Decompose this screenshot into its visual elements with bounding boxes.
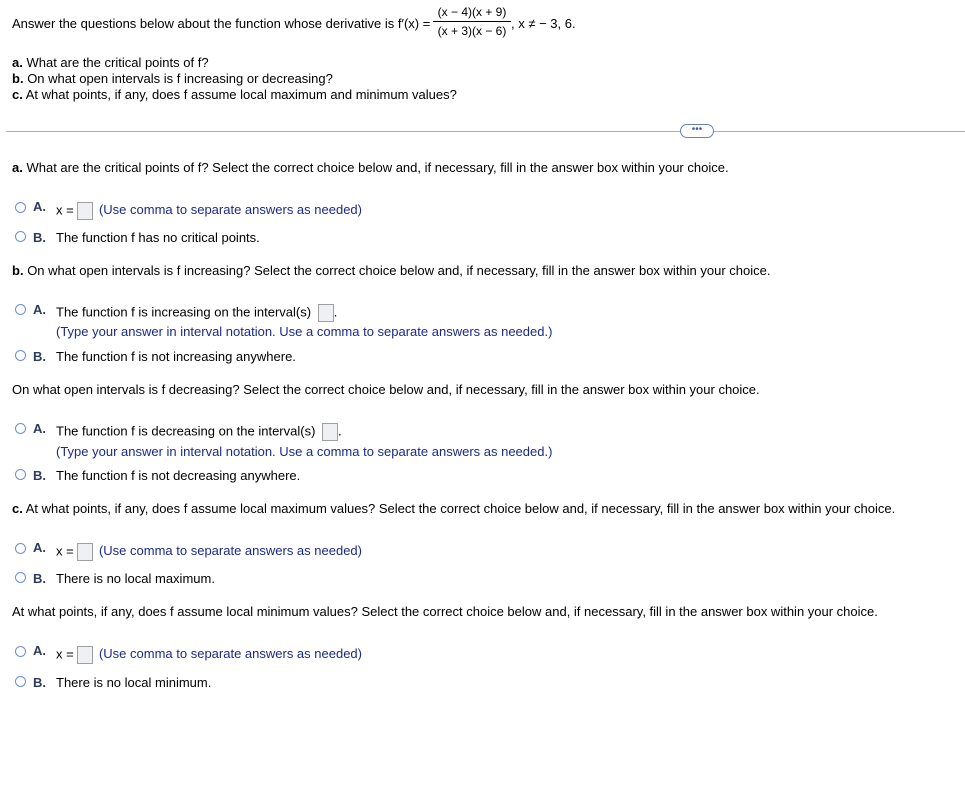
part-c-min-option-b-radio[interactable]	[15, 676, 26, 687]
part-b-inc-option-b-text: The function f is not increasing anywhere.	[56, 349, 296, 364]
part-b-dec-answer-box[interactable]	[322, 423, 338, 441]
part-b-decreasing-prompt: On what open intervals is f decreasing? Select the correct choice below and, if necessary, fill in the answer box within your choice.	[12, 382, 760, 397]
part-a-option-a: x = (Use comma to separate answers as needed)	[56, 202, 362, 220]
part-c-min-option-a-letter: A.	[33, 643, 46, 658]
part-b-inc-option-b-radio[interactable]	[15, 350, 26, 361]
part-c-max-answer-box[interactable]	[77, 543, 93, 561]
part-a-prompt: a. What are the critical points of f? Select the correct choice below and, if necessary, fill in the answer box within your choice.	[12, 160, 729, 175]
part-a-option-b-radio[interactable]	[15, 231, 26, 242]
part-b-dec-hint: (Type your answer in interval notation. Use a comma to separate answers as needed.)	[56, 444, 553, 459]
question-c: c. At what points, if any, does f assume local maximum and minimum values?	[12, 87, 457, 102]
part-c-max-option-a: x = (Use comma to separate answers as needed)	[56, 543, 362, 561]
part-b-dec-option-b-text: The function f is not decreasing anywhere.	[56, 468, 301, 483]
fraction-denominator: (x + 3)(x − 6)	[437, 24, 507, 38]
part-c-max-option-b-letter: B.	[33, 571, 46, 586]
question-b: b. On what open intervals is f increasing or decreasing?	[12, 71, 333, 86]
part-b-inc-option-a-letter: A.	[33, 302, 46, 317]
fraction-numerator: (x − 4)(x + 9)	[437, 5, 507, 19]
part-c-min-answer-box[interactable]	[77, 646, 93, 664]
part-c-max-option-b-text: There is no local maximum.	[56, 571, 215, 586]
part-c-min-option-b-text: There is no local minimum.	[56, 675, 212, 690]
part-b-dec-option-a-radio[interactable]	[15, 423, 26, 434]
part-a-option-a-radio[interactable]	[15, 202, 26, 213]
part-c-max-option-a-radio[interactable]	[15, 543, 26, 554]
part-b-dec-option-a-letter: A.	[33, 421, 46, 436]
more-options-button[interactable]: •••	[680, 124, 714, 138]
part-c-min-option-a-radio[interactable]	[15, 646, 26, 657]
part-c-max-option-b-radio[interactable]	[15, 572, 26, 583]
part-b-dec-option-b-radio[interactable]	[15, 469, 26, 480]
part-c-max-prompt: c. At what points, if any, does f assume local maximum values? Select the correct choice below and, if necessary, fill in the answer box within your choice.	[12, 501, 896, 516]
part-a-answer-box[interactable]	[77, 202, 93, 220]
part-b-inc-option-a: The function f is increasing on the interval(s) .	[56, 304, 337, 322]
part-b-dec-option-a: The function f is decreasing on the interval(s) .	[56, 423, 342, 441]
part-c-min-option-a: x = (Use comma to separate answers as needed)	[56, 646, 362, 664]
section-divider	[6, 131, 965, 132]
part-a-option-b-text: The function f has no critical points.	[56, 230, 260, 245]
part-b-dec-option-b-letter: B.	[33, 468, 46, 483]
part-a-option-b-letter: B.	[33, 230, 46, 245]
part-b-inc-answer-box[interactable]	[318, 304, 334, 322]
derivative-fraction	[433, 5, 511, 38]
part-c-min-option-b-letter: B.	[33, 675, 46, 690]
question-a: a. What are the critical points of f?	[12, 55, 209, 70]
part-b-increasing-prompt: b. On what open intervals is f increasing? Select the correct choice below and, if necessary, fill in the answer box within your choice.	[12, 263, 771, 278]
intro-prefix: Answer the questions below about the function whose derivative is f′(x) =	[12, 16, 431, 31]
part-c-min-prompt: At what points, if any, does f assume local minimum values? Select the correct choice below and, if necessary, fill in the answer box within your choice.	[12, 604, 878, 619]
part-b-inc-hint: (Type your answer in interval notation. Use a comma to separate answers as needed.)	[56, 324, 553, 339]
part-c-max-option-a-letter: A.	[33, 540, 46, 555]
part-a-option-a-letter: A.	[33, 199, 46, 214]
intro-suffix: , x ≠ − 3, 6.	[511, 16, 576, 31]
part-b-inc-option-a-radio[interactable]	[15, 304, 26, 315]
part-b-inc-option-b-letter: B.	[33, 349, 46, 364]
